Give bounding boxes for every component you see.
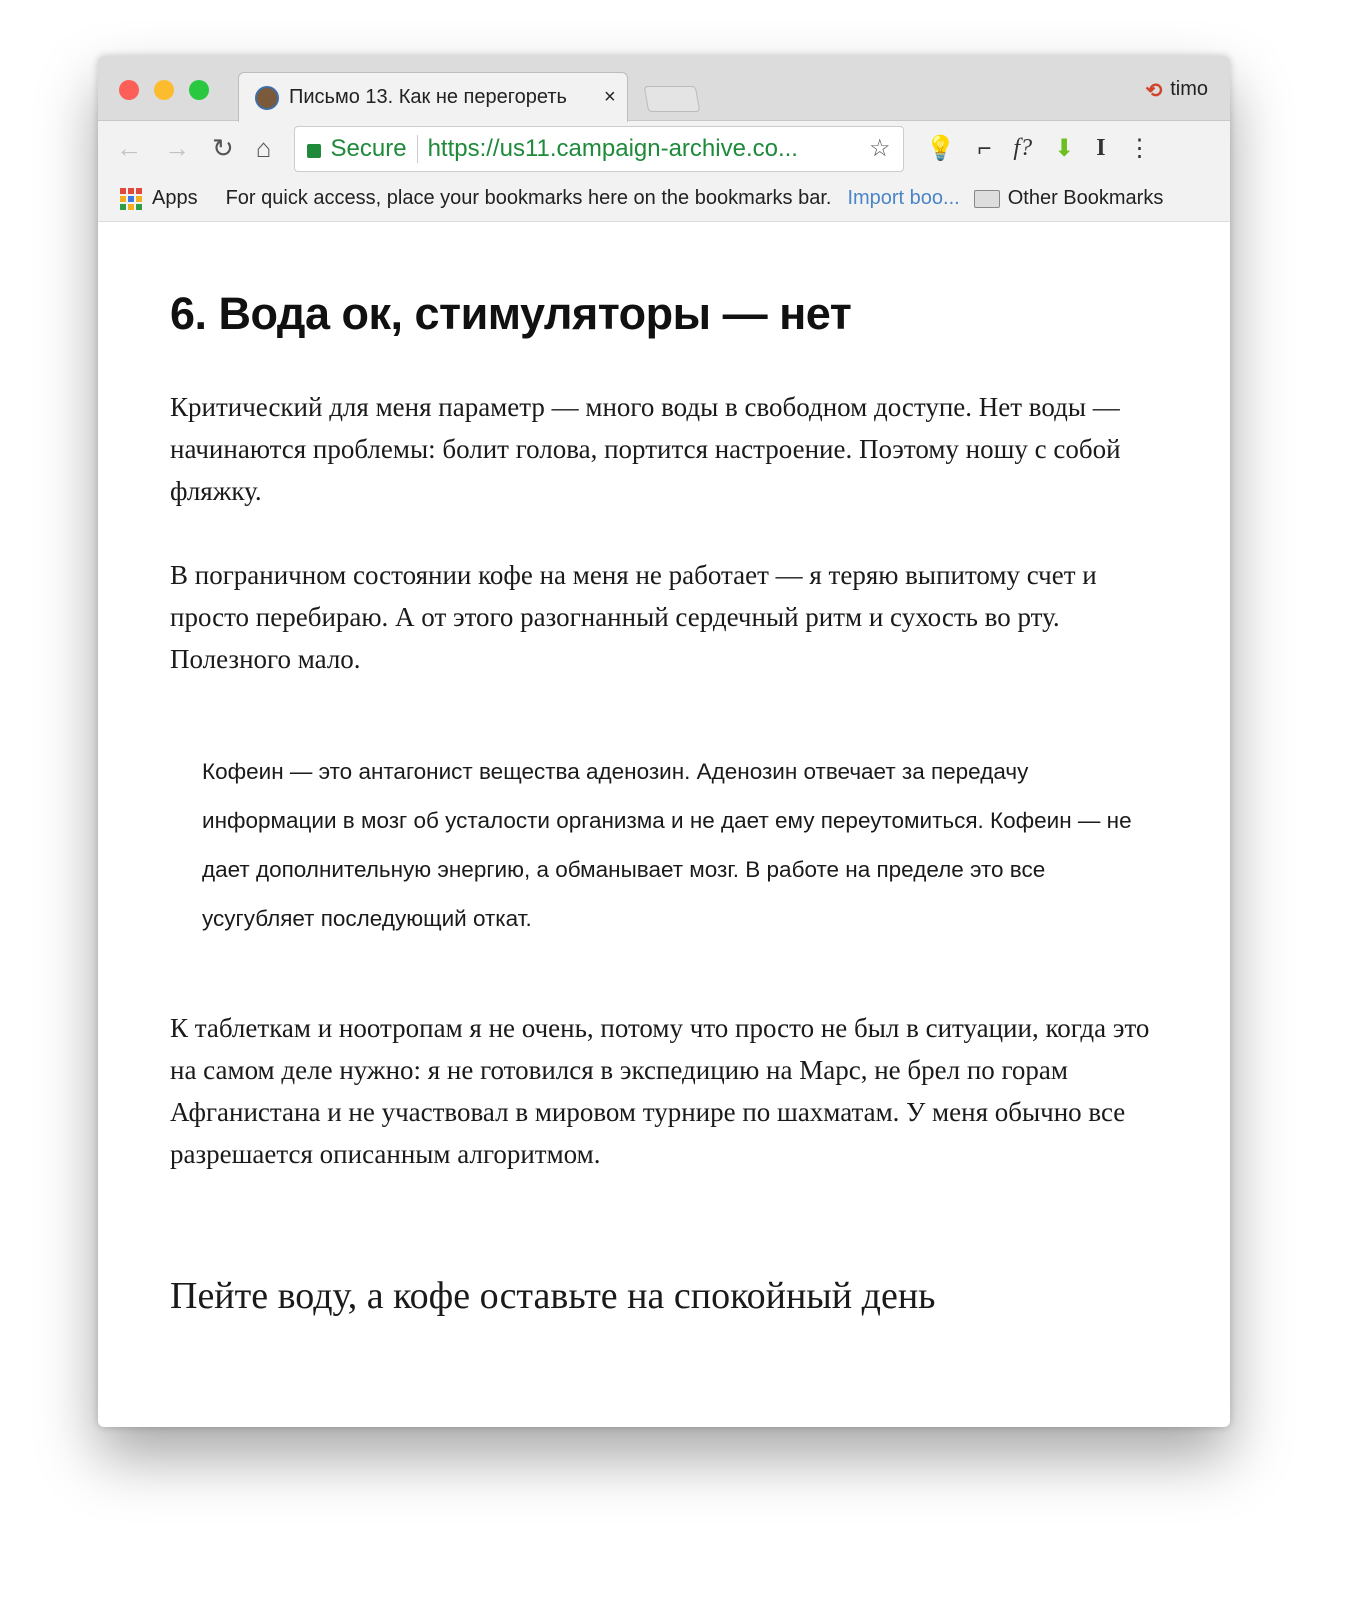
page-content <box>98 222 1230 1427</box>
instapaper-extension-icon[interactable]: I <box>1096 135 1106 161</box>
conclusion-heading: Пейте воду, а кофе оставьте на спокойный день <box>170 1275 936 1317</box>
close-window-button[interactable] <box>119 80 139 100</box>
import-bookmarks-link[interactable]: Import boo... <box>847 187 960 209</box>
zoom-window-button[interactable] <box>189 80 209 100</box>
url-text[interactable]: https://us11.campaign-archive.co... <box>427 134 798 162</box>
profile-name: timo <box>1170 78 1208 100</box>
folder-icon <box>974 190 1000 208</box>
address-bar[interactable] <box>294 126 904 172</box>
apps-grid-icon <box>120 188 142 210</box>
minimize-window-button[interactable] <box>154 80 174 100</box>
title-bar <box>98 56 1230 120</box>
menu-icon[interactable]: ⋮ <box>1127 135 1152 162</box>
reload-button[interactable]: ↻ <box>212 133 234 163</box>
divider <box>417 135 418 163</box>
back-button[interactable]: ← <box>116 133 142 163</box>
forward-button[interactable]: → <box>164 133 190 163</box>
section-heading: 6. Вода ок, стимуляторы — нет <box>170 288 852 339</box>
paragraph: Критический для меня параметр — много воды в свободном доступе. Нет воды — начинаются проблемы: болит голова, портится настроение. Поэтому ношу с собой фляжку. <box>170 392 1121 506</box>
secure-label: Secure <box>330 134 407 162</box>
paragraph: В пограничном состоянии кофе на меня не работает — я теряю выпитому счет и просто перебираю. А от этого разогнанный сердечный ритм и сухость во рту. Полезного мало. <box>170 560 1097 674</box>
tab-title: Письмо 13. Как не перегореть <box>289 86 567 108</box>
browser-window <box>98 56 1230 1427</box>
new-tab-button[interactable] <box>644 86 701 112</box>
tab-active[interactable] <box>238 72 628 122</box>
sync-error-icon: ⟲ <box>1145 80 1163 102</box>
download-extension-icon[interactable]: ⬇ <box>1054 135 1075 162</box>
bookmarks-hint: For quick access, place your bookmarks here on the bookmarks bar. <box>225 187 832 209</box>
formula-extension-icon[interactable]: f? <box>1013 135 1033 161</box>
mailchimp-favicon-icon <box>255 86 279 110</box>
lock-icon <box>307 144 321 158</box>
bookmark-star-icon[interactable]: ☆ <box>869 135 891 162</box>
toolbar <box>98 120 1230 176</box>
home-button[interactable]: ⌂ <box>255 133 272 163</box>
apps-link[interactable]: Apps <box>152 187 198 209</box>
paragraph: К таблеткам и ноотропам я не очень, потому что просто не был в ситуации, когда это на самом деле нужно: я не готовился в экспедицию на Марс, не брел по горам Афганистана и не участвовал в мировом турнире по шахматам. У меня обычно все разрешается описанным алгоритмом. <box>170 1013 1150 1169</box>
other-bookmarks-button[interactable]: Other Bookmarks <box>1007 187 1164 209</box>
tab-close-icon[interactable]: × <box>604 86 616 108</box>
profile-button[interactable] <box>1145 78 1208 103</box>
lamp-extension-icon[interactable]: 💡 <box>925 135 956 162</box>
pipe-extension-icon[interactable]: ⌐ <box>977 134 992 162</box>
blockquote: Кофеин — это антагонист вещества аденозин. Аденозин отвечает за передачу информации в мозг об усталости организма и не дает ему переутомиться. Кофеин — не дает дополнительную энергию, а обманывает мозг. В работе на пределе это все усугубляет последующий откат. <box>202 759 1132 931</box>
bookmarks-bar <box>98 176 1230 222</box>
